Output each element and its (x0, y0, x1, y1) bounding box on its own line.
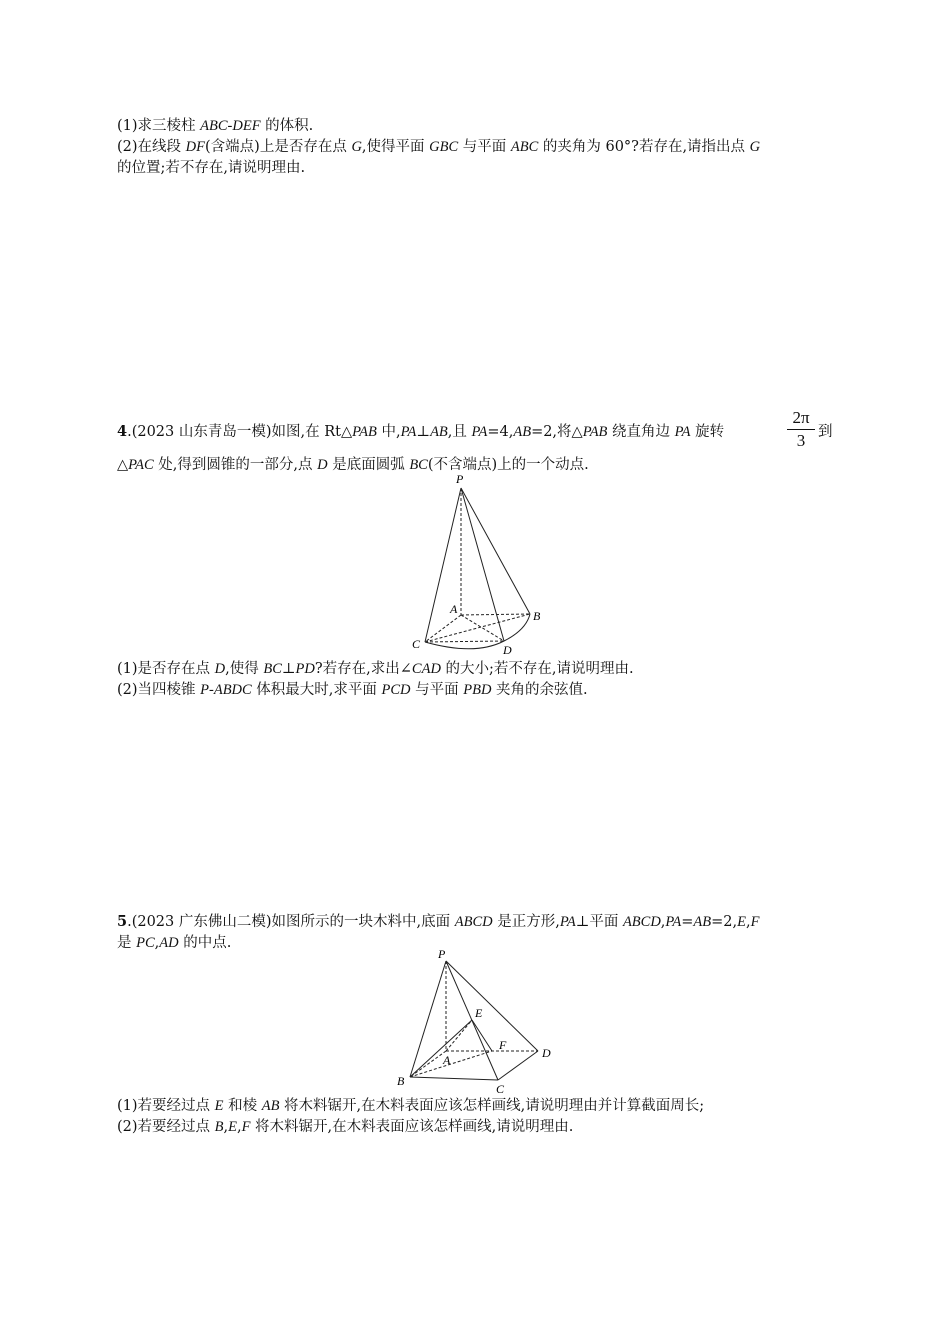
p5-question-1: (1)若要经过点 E 和棱 AB 将木料锯开,在木料表面应该怎样画线,请说明理由并计算截面周长; (117, 1098, 705, 1114)
label-B: B (397, 1074, 405, 1088)
p4-question-1: (1)是否存在点 D,使得 BC⊥PD?若存在,求出∠CAD 的大小;若不存在,请说明理由. (117, 661, 634, 677)
edge-CD (425, 641, 504, 642)
p3-question-2-cont: 的位置;若不存在,请说明理由. (117, 160, 306, 176)
cone-figure (400, 470, 560, 660)
edge-CD (498, 1051, 538, 1080)
edge-PB (461, 488, 530, 614)
edge-CB (425, 614, 530, 642)
p5-statement: 5.(2023 广东佛山二模)如图所示的一块木料中,底面 ABCD 是正方形,PA⊥平面 ABCD,PA=AB=2,E,F (117, 913, 760, 930)
fraction-denominator: 3 (796, 431, 806, 450)
edge-PD (461, 488, 504, 641)
label-E: E (475, 1006, 483, 1020)
fraction-bar (787, 429, 815, 430)
seg-BF (410, 1051, 492, 1077)
edge-AB (461, 614, 530, 615)
p4-statement: 4.(2023 山东青岛一模)如图,在 Rt△PAB 中,PA⊥AB,且 PA=4,AB=2,将△PAB 绕直角边 PA 旋转 (117, 423, 725, 440)
label-D: D (542, 1046, 551, 1060)
p4-statement-line2: △PAC 处,得到圆锥的一部分,点 D 是底面圆弧 BC(不含端点)上的一个动点. (117, 457, 589, 473)
p4-statement-to: 到 (818, 424, 833, 440)
label-C: C (412, 637, 421, 651)
p5-statement-line2: 是 PC,AD 的中点. (117, 935, 232, 951)
p5-question-2: (2)若要经过点 B,E,F 将木料锯开,在木料表面应该怎样画线,请说明理由. (117, 1119, 574, 1135)
p3-question-1: (1)求三棱柱 ABC-DEF 的体积. (117, 118, 314, 134)
label-P: P (438, 947, 446, 961)
label-P: P (456, 472, 464, 486)
p4-question-2: (2)当四棱锥 P-ABDC 体积最大时,求平面 PCD 与平面 PBD 夹角的余弦值. (117, 682, 588, 698)
label-A: A (443, 1053, 451, 1067)
label-C: C (496, 1082, 505, 1095)
label-A: A (450, 602, 458, 616)
arc-CDB (425, 614, 530, 649)
label-D: D (503, 643, 512, 657)
edge-PD (446, 961, 538, 1051)
seg-EF (472, 1020, 492, 1051)
fraction-numerator: 2π (792, 408, 810, 427)
label-F: F (499, 1038, 507, 1052)
label-B: B (533, 609, 541, 623)
edge-PB (410, 961, 446, 1077)
p3-question-2: (2)在线段 DF(含端点)上是否存在点 G,使得平面 GBC 与平面 ABC 的夹角为 60°?若存在,请指出点 G (117, 139, 761, 155)
rotation-fraction (786, 408, 816, 451)
pyramid-figure (390, 945, 560, 1095)
seg-AE (446, 1020, 472, 1051)
edge-AB (410, 1051, 446, 1077)
edge-BC (410, 1077, 498, 1080)
